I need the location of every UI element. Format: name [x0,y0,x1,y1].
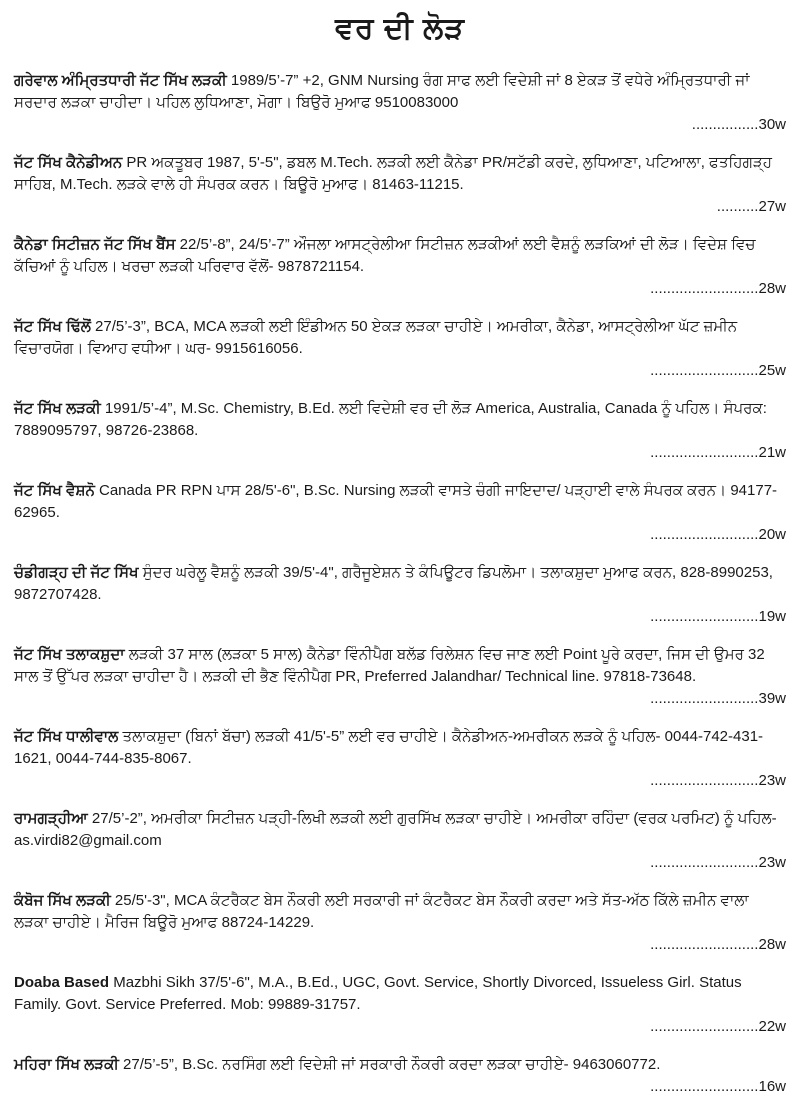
ad-code: ..........................16w [650,1078,786,1095]
ad-code: ..........................19w [650,608,786,625]
ad-code: ..........................25w [650,362,786,379]
ad-body: 25/5'-3", MCA ਕੰਟਰੈਕਟ ਬੇਸ ਨੌਕਰੀ ਲਈ ਸਰਕਾਰੀ ਜਾਂ ਕੰਟਰੈਕਟ ਬੇਸ ਨੌਕਰੀ ਕਰਦਾ ਅਤੇ ਸੱਤ-ਅੱਠ ਕਿੱਲੇ ਜ਼ਮੀਨ ਵਾਲਾ ਲੜਕਾ ਚਾਹੀਏ। ਮੈਰਿਜ ਬਿਊਰੋ ਮੁਆਫ 88724-14229. [14,892,749,931]
ad-item [14,562,786,628]
ad-code: ..........................23w [650,772,786,789]
ad-code: ..........27w [716,198,786,215]
ad-body: 22/5’-8”, 24/5’-7” ਔਜਲਾ ਆਸਟ੍ਰੇਲੀਆ ਸਿਟੀਜ਼ਨ ਲੜਕੀਆਂ ਲਈ ਵੈਸ਼ਨੂੰ ਲੜਕਿਆਂ ਦੀ ਲੋੜ। ਵਿਦੇਸ਼ ਵਿਚ ਕੱਚਿਆਂ ਨੂੰ ਪਹਿਲ। ਖਰਚਾ ਲੜਕੀ ਪਰਿਵਾਰ ਵੱਲੋਂ- 9878721154. [14,236,756,275]
ad-lead: ਜੱਟ ਸਿੱਖ ਵੈਸ਼ਨੋ [14,482,95,499]
ad-lead: Doaba Based [14,974,110,991]
ad-item [14,890,786,956]
ad-item [14,808,786,874]
ad-code: ..........................20w [650,526,786,543]
ad-body: 27/5’-5”, B.Sc. ਨਰਸਿੰਗ ਲਈ ਵਿਦੇਸ਼ੀ ਜਾਂ ਸਰਕਾਰੀ ਨੌਕਰੀ ਕਰਦਾ ਲੜਕਾ ਚਾਹੀਏ- 9463060772. [118,1056,661,1073]
ad-lead: ਜੱਟ ਸਿੱਖ ਢਿੱਲੋਂ [14,318,91,335]
ad-code: ..........................22w [650,1018,786,1035]
ad-code: ..........................23w [650,854,786,871]
ad-code: ..........................39w [650,690,786,707]
ad-item [14,480,786,546]
ad-lead: ਰਾਮਗੜ੍ਹੀਆ [14,810,88,827]
ad-body: ਤਲਾਕਸ਼ੁਦਾ (ਬਿਨਾਂ ਬੱਚਾ) ਲੜਕੀ 41/5'-5” ਲਈ ਵਰ ਚਾਹੀਏ। ਕੈਨੇਡੀਅਨ-ਅਮਰੀਕਨ ਲੜਕੇ ਨੂੰ ਪਹਿਲ- 0044-742-431-1621, 0044-744-835-8067. [14,728,764,767]
ad-item [14,1054,786,1098]
ad-body: PR ਅਕਤੂਬਰ 1987, 5'-5", ਡਬਲ M.Tech. ਲੜਕੀ ਲਈ ਕੈਨੇਡਾ PR/ਸਟੱਡੀ ਕਰਦੇ, ਲੁਧਿਆਣਾ, ਪਟਿਆਲਾ, ਫਤਹਿਗੜ੍ਹ ਸਾਹਿਬ, M.Tech. ਲੜਕੇ ਵਾਲੇ ਹੀ ਸੰਪਰਕ ਕਰਨ। ਬਿਊਰੋ ਮੁਆਫ। 81463-11215. [14,154,772,193]
ad-body: 27/5’-2”, ਅਮਰੀਕਾ ਸਿਟੀਜ਼ਨ ਪੜ੍ਹੀ-ਲਿਖੀ ਲੜਕੀ ਲਈ ਗੁਰਸਿੱਖ ਲੜਕਾ ਚਾਹੀਏ। ਅਮਰੀਕਾ ਰਹਿੰਦਾ (ਵਰਕ ਪਰਮਿਟ) ਨੂੰ ਪਹਿਲ- as.virdi82@gmail.com [14,810,777,849]
ad-item [14,316,786,382]
ad-body: Mazbhi Sikh 37/5'-6", M.A., B.Ed., UGC, Govt. Service, Shortly Divorced, Issueless Girl. Status Family. Govt. Service Preferred. Mob: 99889-31757. [14,974,742,1013]
ad-item [14,70,786,136]
ad-lead: ਕੈਨੇਡਾ ਸਿਟੀਜ਼ਨ ਜੱਟ ਸਿੱਖ ਬੈਂਸ [14,236,176,253]
ad-lead: ਜੱਟ ਸਿੱਖ ਲੜਕੀ [14,400,101,417]
page-title: ਵਰ ਦੀ ਲੋੜ [335,12,465,45]
ad-body: ਲੜਕੀ 37 ਸਾਲ (ਲੜਕਾ 5 ਸਾਲ) ਕੈਨੇਡਾ ਵਿੰਨੀਪੈਗ ਬਲੱਡ ਰਿਲੇਸ਼ਨ ਵਿਚ ਜਾਣ ਲਈ Point ਪੂਰੇ ਕਰਦਾ, ਜਿਸ ਦੀ ਉਮਰ 32 ਸਾਲ ਤੋਂ ਉੱਪਰ ਲੜਕਾ ਚਾਹੀਦਾ ਹੈ। ਲੜਕੀ ਦੀ ਭੈਣ ਵਿੰਨੀਪੈਗ PR, Preferred Jalandhar/ Technical line. 97818-73648. [14,646,765,685]
ad-body: ਸੁੰਦਰ ਘਰੇਲੂ ਵੈਸ਼ਨੂੰ ਲੜਕੀ 39/5'-4", ਗਰੈਜੂਏਸ਼ਨ ਤੇ ਕੰਪਿਊਟਰ ਡਿਪਲੋਮਾ। ਤਲਾਕਸ਼ੁਦਾ ਮੁਆਫ ਕਰਨ, 828-8990253, 9872707428. [14,564,773,603]
ad-lead: ਕੰਬੋਜ ਸਿੱਖ ਲੜਕੀ [14,892,111,909]
ad-body: 1989/5’-7” +2, GNM Nursing ਰੰਗ ਸਾਫ ਲਈ ਵਿਦੇਸ਼ੀ ਜਾਂ 8 ਏਕੜ ਤੋਂ ਵਧੇਰੇ ਅੰਮ੍ਰਿਤਧਾਰੀ ਜਾਂ ਸਰਦਾਰ ਲੜਕਾ ਚਾਹੀਦਾ। ਪਹਿਲ ਲੁਧਿਆਣਾ, ਮੋਗਾ। ਬਿਉਰੋ ਮੁਆਫ 9510083000 [14,72,750,111]
ad-lead: ਜੱਟ ਸਿੱਖ ਧਾਲੀਵਾਲ [14,728,119,745]
ad-lead: ਗਰੇਵਾਲ ਅੰਮ੍ਰਿਤਧਾਰੀ ਜੱਟ ਸਿੱਖ ਲੜਕੀ [14,72,227,89]
ad-body: Canada PR RPN ਪਾਸ 28/5'-6", B.Sc. Nursing ਲੜਕੀ ਵਾਸਤੇ ਚੰਗੀ ਜਾਇਦਾਦ/ ਪੜ੍ਹਾਈ ਵਾਲੇ ਸੰਪਰਕ ਕਰਨ। 94177-62965. [14,482,778,521]
ad-code: ..........................28w [650,936,786,953]
ad-body: 1991/5’-4”, M.Sc. Chemistry, B.Ed. ਲਈ ਵਿਦੇਸ਼ੀ ਵਰ ਦੀ ਲੋੜ America, Australia, Canada ਨੂੰ ਪਹਿਲ। ਸੰਪਰਕ: 7889095797, 98726-23868. [14,400,767,439]
ads-list [14,70,786,1098]
ad-lead: ਮਹਿਰਾ ਸਿੱਖ ਲੜਕੀ [14,1056,119,1073]
ad-lead: ਜੱਟ ਸਿੱਖ ਤਲਾਕਸ਼ੁਦਾ [14,646,125,663]
ad-item [14,398,786,464]
ad-item [14,234,786,300]
ad-item [14,972,786,1038]
ad-code: ..........................21w [650,444,786,461]
ad-item [14,644,786,710]
ad-code: ..........................28w [650,280,786,297]
ad-lead: ਜੱਟ ਸਿੱਖ ਕੈਨੇਡੀਅਨ [14,154,123,171]
ad-lead: ਚੰਡੀਗੜ੍ਹ ਦੀ ਜੱਟ ਸਿੱਖ [14,564,139,581]
ad-item [14,726,786,792]
ad-code: ................30w [691,116,786,133]
ad-body: 27/5’-3”, BCA, MCA ਲੜਕੀ ਲਈ ਇੰਡੀਅਨ 50 ਏਕੜ ਲੜਕਾ ਚਾਹੀਏ। ਅਮਰੀਕਾ, ਕੈਨੇਡਾ, ਆਸਟ੍ਰੇਲੀਆ ਘੱਟ ਜ਼ਮੀਨ ਵਿਚਾਰਯੋਗ। ਵਿਆਹ ਵਧੀਆ। ਘਰ- 9915616056. [14,318,738,357]
ad-item [14,152,786,218]
